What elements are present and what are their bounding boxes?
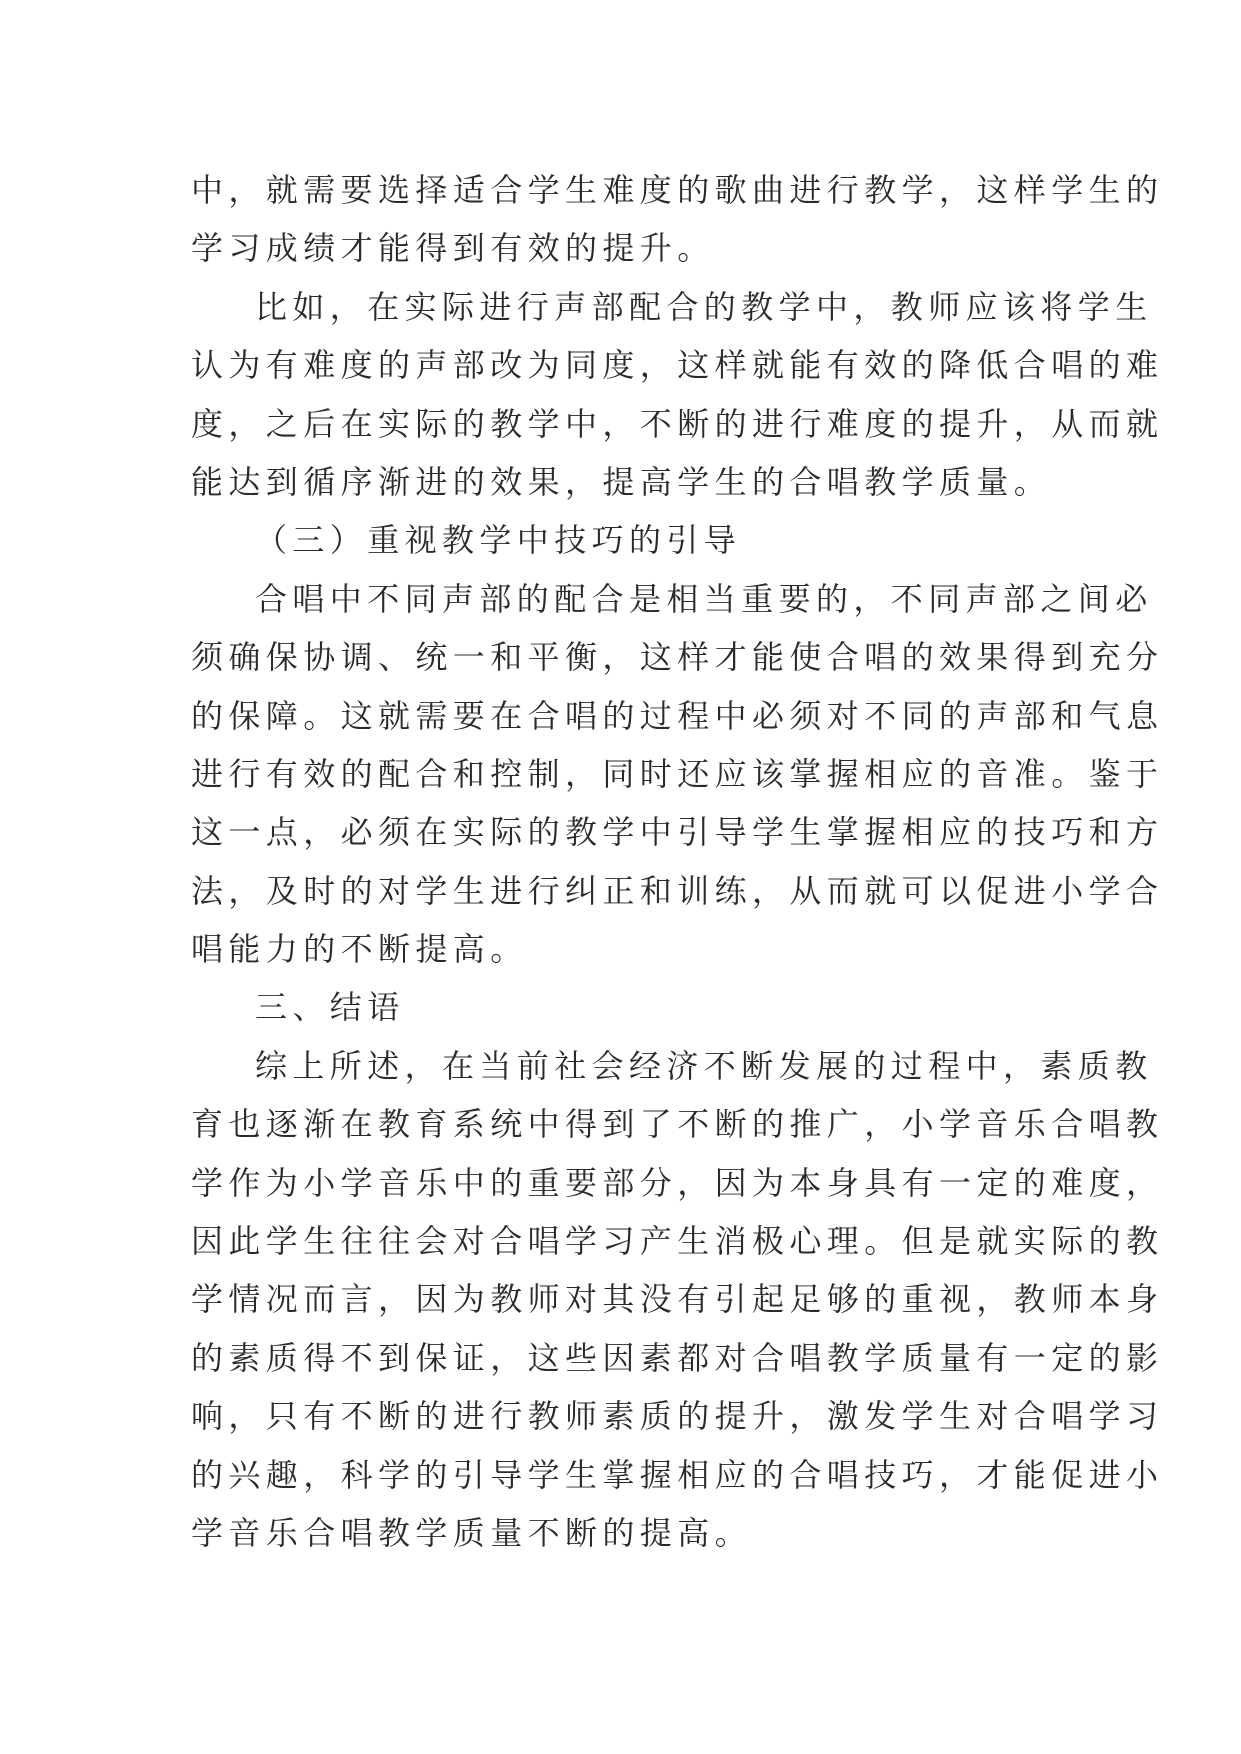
paragraph-start-line: 合唱中不同声部的配合是相当重要的，不同声部之间必 [255, 579, 1153, 618]
text-line: 认为有难度的声部改为同度，这样就能有效的降低合唱的难 [191, 346, 1164, 385]
text-line: 这一点，必须在实际的教学中引导学生掌握相应的技巧和方 [191, 813, 1164, 852]
text-line: 学音乐合唱教学质量不断的提高。 [191, 1513, 753, 1552]
text-line: 须确保协调、统一和平衡，这样才能使合唱的效果得到充分 [191, 638, 1164, 677]
text-line: 因此学生往往会对合唱学习产生消极心理。但是就实际的教 [191, 1222, 1164, 1261]
text-line: 唱能力的不断提高。 [191, 930, 528, 969]
text-line: 学情况而言，因为教师对其没有引起足够的重视，教师本身 [191, 1280, 1164, 1319]
text-line: 学习成绩才能得到有效的提升。 [191, 229, 715, 268]
text-line: 进行有效的配合和控制，同时还应该掌握相应的音准。鉴于 [191, 754, 1164, 793]
text-line: 法，及时的对学生进行纠正和训练，从而就可以促进小学合 [191, 871, 1164, 910]
document-body [191, 161, 1164, 1562]
text-line: 度，之后在实际的教学中，不断的进行难度的提升，从而就 [191, 404, 1164, 443]
text-line: 能达到循序渐进的效果，提高学生的合唱教学质量。 [191, 462, 1052, 501]
text-line: 的保障。这就需要在合唱的过程中必须对不同的声部和气息 [191, 696, 1164, 735]
text-line: 的兴趣，科学的引导学生掌握相应的合唱技巧，才能促进小 [191, 1455, 1164, 1494]
text-line: 响，只有不断的进行教师素质的提升，激发学生对合唱学习 [191, 1397, 1164, 1436]
paragraph-start-line: 综上所述，在当前社会经济不断发展的过程中，素质教 [255, 1046, 1153, 1085]
text-line: 育也逐渐在教育系统中得到了不断的推广，小学音乐合唱教 [191, 1105, 1164, 1144]
text-line: 学作为小学音乐中的重要部分，因为本身具有一定的难度， [191, 1163, 1164, 1202]
text-line: 中，就需要选择适合学生难度的歌曲进行教学，这样学生的 [191, 171, 1164, 209]
paragraph-start-line: 比如，在实际进行声部配合的教学中，教师应该将学生 [255, 287, 1153, 326]
section-heading: （三）重视教学中技巧的引导 [255, 521, 742, 560]
section-heading: 三、结语 [255, 988, 405, 1027]
text-line: 的素质得不到保证，这些因素都对合唱教学质量有一定的影 [191, 1338, 1164, 1377]
